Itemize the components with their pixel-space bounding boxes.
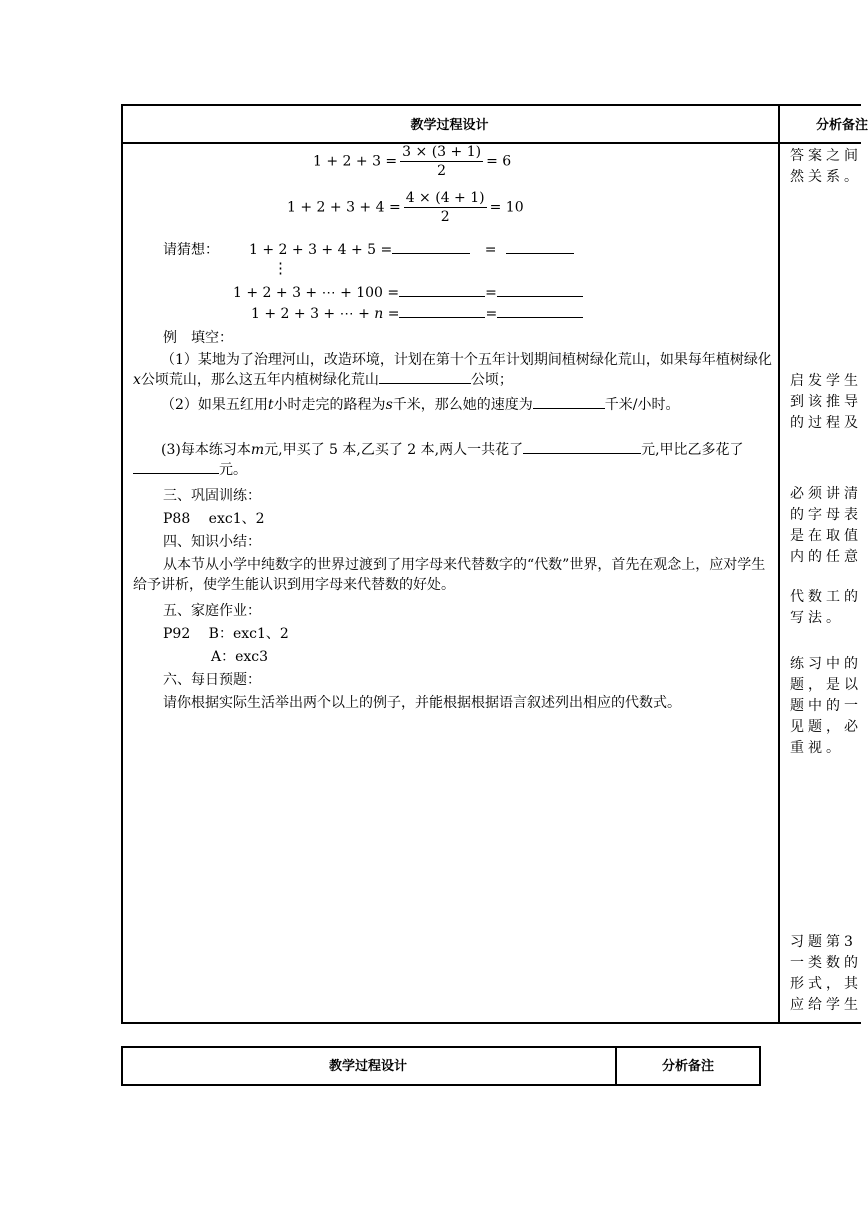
question-1: （1）某地为了治理河山，改造环境，计划在第十个五年计划期间植树绿化荒山，如果每年植树绿化x公顷荒山，那么这五年内植树绿化荒山 公顷； [133, 352, 772, 388]
header-teaching-process: 教学过程设计 [410, 117, 489, 133]
sum-to-100: 1 + 2 + 3 + ⋯ + 100 = = [233, 285, 583, 301]
section-6-title: 六、每日预题： [163, 672, 261, 688]
lesson-table [121, 104, 868, 1024]
vertical-dots: ⋮ [273, 259, 288, 277]
note-5: 练习中的 题，是以 题中的一 见题，必 重视。 [790, 656, 862, 756]
note-2: 启发学生 到该推导 的过程及 [790, 373, 862, 431]
table2-header-analysis-notes: 分析备注 [661, 1058, 714, 1074]
section-4-content: 从本节从小学中纯数字的世界过渡到了用字母来代替数字的“代数”世界，首先在观念上，应对学生给予讲析，使学生能认识到用字母来代替数的好处。 [133, 557, 766, 593]
table-border-bottom [121, 1022, 861, 1024]
table2-header-teaching-process: 教学过程设计 [328, 1058, 407, 1074]
note-1: 答案之间 然关系。 [790, 148, 862, 185]
section-5-title: 五、家庭作业： [163, 603, 261, 619]
section-5-line2: A：exc3 [211, 649, 269, 665]
section-3-title: 三、巩固训练： [163, 488, 261, 504]
section-6-content: 请你根据实际生活举出两个以上的例子，并能根据根据语言叙述列出相应的代数式。 [163, 695, 681, 711]
note-4: 代数工的 写法。 [790, 589, 862, 626]
formula-2: 1 + 2 + 3 + 4 = $\frac{4 \times (4 + 1)}{2}$ = 10 [287, 190, 524, 225]
sum-to-n: 1 + 2 + 3 + ⋯ + n = = [251, 306, 583, 322]
table-border-left [121, 104, 123, 1024]
formula-1: 1 + 2 + 3 = $\frac{3 \times (3 + 1)}{2}$ = 6 [313, 144, 512, 179]
section-4-title: 四、知识小结： [163, 534, 261, 550]
guess-line: 请猜想： 1 + 2 + 3 + 4 + 5 = = [163, 239, 574, 259]
column-divider [778, 104, 780, 1024]
header-analysis-notes: 分析备注 [816, 117, 868, 133]
second-table-header [121, 1046, 761, 1086]
note-6: 习题第3 一类数的 形式，其 应给学生 [790, 934, 862, 1013]
section-3-content: P88 exc1、2 [163, 511, 265, 527]
question-2: （2）如果五红用t小时走完的路程为s千米，那么她的速度为 千米/小时。 [161, 397, 680, 413]
note-3: 必须讲清 的字母表 是在取值 内的任意 [790, 486, 862, 565]
section-5-line1: P92 B：exc1、2 [163, 626, 289, 642]
question-3: (3)每本练习本m元,甲买了 5 本,乙买了 2 本,两人一共花了 元,甲比乙多花了元。 [133, 440, 775, 480]
example-label: 例 填空： [163, 330, 233, 346]
